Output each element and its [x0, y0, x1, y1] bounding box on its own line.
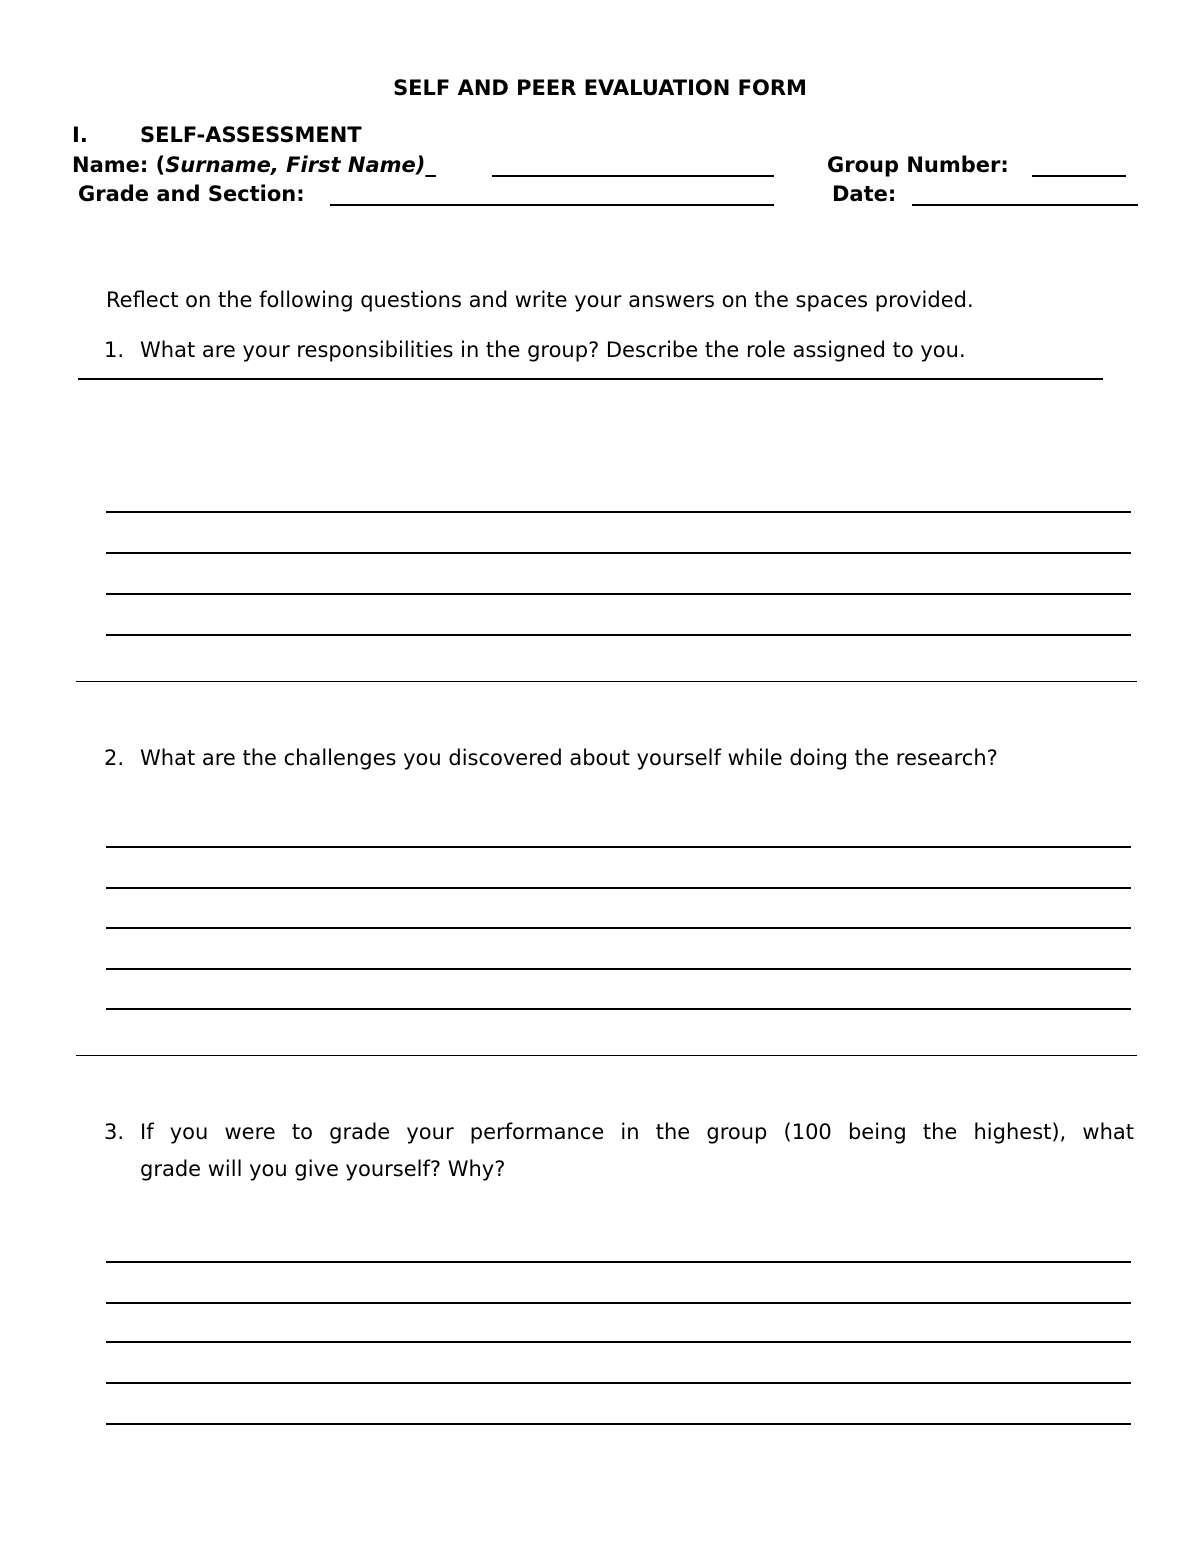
grade-section-row	[78, 182, 305, 206]
question-2	[104, 746, 998, 770]
answer-line[interactable]	[106, 1302, 1131, 1304]
answer-line[interactable]	[106, 1008, 1131, 1010]
answer-line[interactable]	[106, 552, 1131, 554]
answer-line[interactable]	[106, 1261, 1131, 1263]
name-field[interactable]	[492, 175, 774, 177]
grade-section-field[interactable]	[330, 204, 774, 206]
question-number: 1.	[104, 338, 125, 362]
answer-line[interactable]	[106, 887, 1131, 889]
answer-line[interactable]	[106, 968, 1131, 970]
answer-line[interactable]	[106, 1382, 1131, 1384]
question-text: What are your responsibilities in the group? Describe the role assigned to you.	[140, 338, 966, 362]
date-label: Date:	[832, 182, 897, 206]
grade-section-label: Grade and Section:	[78, 182, 305, 206]
date-field[interactable]	[912, 204, 1138, 206]
answer-line[interactable]	[106, 511, 1131, 513]
group-number-row	[827, 153, 1009, 177]
question-text-line-2: grade will you give yourself? Why?	[140, 1157, 506, 1181]
question-text-line-1: If you were to grade your performance in the group (100 being the highest), what	[140, 1120, 1134, 1144]
answer-line[interactable]	[106, 593, 1131, 595]
section-title: SELF-ASSESSMENT	[140, 123, 362, 147]
answer-line[interactable]	[106, 927, 1131, 929]
answer-line[interactable]	[106, 1341, 1131, 1343]
section-divider	[76, 1055, 1137, 1056]
section-number: I.	[72, 123, 88, 147]
section-heading	[72, 123, 362, 147]
answer-line[interactable]	[106, 846, 1131, 848]
question-number: 2.	[104, 746, 125, 770]
answer-line[interactable]	[106, 1423, 1131, 1425]
question-1	[104, 338, 966, 362]
name-row	[72, 153, 436, 177]
name-trailer: _	[425, 153, 436, 177]
section-divider	[76, 681, 1137, 682]
instructions: Reflect on the following questions and write your answers on the spaces provided.	[106, 288, 974, 312]
question-number: 3.	[104, 1120, 125, 1144]
name-label: Name: (	[72, 153, 166, 177]
date-row	[832, 182, 896, 206]
group-number-field[interactable]	[1032, 175, 1126, 177]
name-hint: Surname, First Name)	[165, 153, 426, 177]
question-1-underline	[78, 378, 1103, 380]
form-title: SELF AND PEER EVALUATION FORM	[393, 76, 807, 100]
question-text: What are the challenges you discovered about yourself while doing the research?	[140, 746, 998, 770]
answer-line[interactable]	[106, 634, 1131, 636]
group-number-label: Group Number:	[827, 153, 1009, 177]
question-3	[104, 1120, 1134, 1181]
